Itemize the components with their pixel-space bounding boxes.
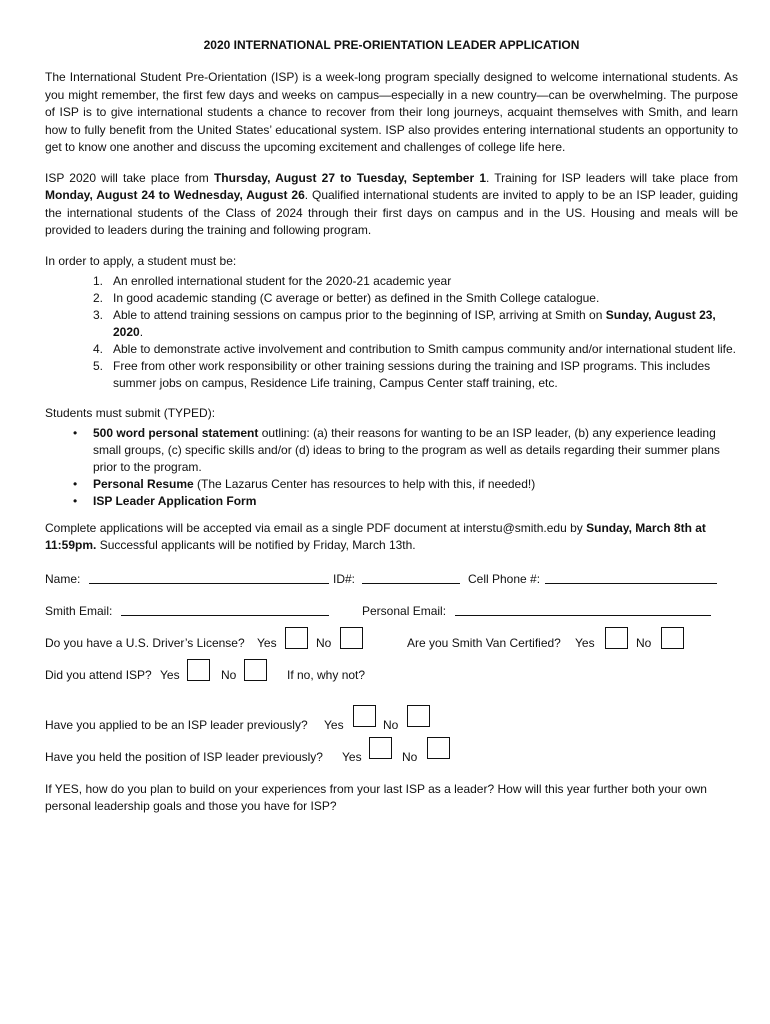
requirement-bold: Sunday, August 23, 2020: [113, 307, 716, 339]
cell-phone-label: Cell Phone #:: [468, 571, 541, 586]
requirement-text: In good academic standing (C average or better) as defined in the Smith College catalogue.: [113, 290, 600, 305]
requirement-item: [93, 290, 738, 307]
applied-yes-label: Yes: [324, 717, 344, 732]
dates-paragraph: [45, 170, 738, 240]
requirement-number: 2.: [93, 290, 104, 305]
name-field[interactable]: [89, 571, 329, 584]
submit-item: [73, 425, 738, 476]
requirement-text: Free from other work responsibility or other training sessions during the training and ISP programs. This includes summer jobs on campus, Residence Life training, Campus Center staff training, etc.: [113, 358, 711, 390]
isp-yes-checkbox[interactable]: [187, 659, 210, 681]
applied-question: Have you applied to be an ISP leader previously?: [45, 717, 308, 732]
submit-item-title: Personal Resume: [93, 476, 194, 491]
held-yes-checkbox[interactable]: [369, 737, 392, 759]
why-not-label: If no, why not?: [287, 667, 366, 682]
page-title: 2020 INTERNATIONAL PRE-ORIENTATION LEADER APPLICATION: [203, 38, 580, 52]
held-no-checkbox[interactable]: [427, 737, 450, 759]
submit-item-title: 500 word personal statement: [93, 425, 259, 440]
smith-email-label: Smith Email:: [45, 603, 113, 618]
van-yes-checkbox[interactable]: [605, 627, 628, 649]
requirement-number: 4.: [93, 341, 104, 356]
van-question: Are you Smith Van Certified?: [407, 635, 561, 650]
license-no-checkbox[interactable]: [340, 627, 363, 649]
application-page: [45, 38, 738, 816]
applied-yes-checkbox[interactable]: [353, 705, 376, 727]
name-label: Name:: [45, 571, 81, 586]
submit-item: [73, 493, 738, 510]
submit-list: [45, 425, 738, 510]
deadline-date: Sunday, March 8th at 11:59pm.: [45, 520, 706, 552]
requirement-number: 5.: [93, 358, 104, 373]
applied-no-checkbox[interactable]: [407, 705, 430, 727]
bullet-icon: •: [73, 493, 78, 508]
dates-text-3: . Qualified international students are invited to apply to be an ISP leader, guiding the international students of the Class of 2024 through their first days on campus and in the US. Housing and meals will be provided to leaders during the training and following program.: [45, 188, 738, 237]
isp-question: Did you attend ISP?: [45, 667, 152, 682]
license-question: Do you have a U.S. Driver’s License?: [45, 635, 245, 650]
requirement-number: 3.: [93, 307, 104, 322]
id-label: ID#:: [333, 571, 356, 586]
requirement-text: Able to demonstrate active involvement and contribution to Smith campus community and/or international student life.: [113, 341, 736, 356]
dates-text-2: . Training for ISP leaders will take place from: [486, 170, 739, 185]
program-dates: Thursday, August 27 to Tuesday, September 1: [213, 170, 486, 185]
requirement-item: [93, 273, 738, 290]
isp-row: [45, 661, 738, 711]
submit-item-text: outlining: (a) their reasons for wanting to be an ISP leader, (b) any experience leading small groups, (c) specific skills and/or (d) ideas to bring to the program as well as details regarding their summer plans prior to the program.: [93, 425, 720, 474]
smith-email-field[interactable]: [121, 603, 329, 616]
contact-row: [45, 565, 738, 597]
cell-phone-field[interactable]: [545, 571, 717, 584]
isp-yes-label: Yes: [160, 667, 180, 682]
held-question: Have you held the position of ISP leader previously?: [45, 749, 323, 764]
requirement-number: 1.: [93, 273, 104, 288]
van-no-checkbox[interactable]: [661, 627, 684, 649]
requirement-item: [93, 341, 738, 358]
dates-text-1: ISP 2020 will take place from: [45, 170, 214, 185]
requirement-text: Able to attend training sessions on campus prior to the beginning of ISP, arriving at Smith on: [113, 307, 606, 322]
requirement-item: [93, 358, 738, 392]
requirement-item: [93, 307, 738, 341]
training-dates: Monday, August 24 to Wednesday, August 26: [45, 188, 305, 202]
email-row: [45, 597, 738, 629]
van-no-label: No: [636, 635, 652, 650]
license-yes-label: Yes: [257, 635, 277, 650]
requirements-list: [45, 273, 738, 392]
id-field[interactable]: [362, 571, 460, 584]
deadline-text-1: Complete applications will be accepted via email as a single PDF document at interstu@smith.edu by: [45, 520, 587, 535]
requirements-intro: In order to apply, a student must be:: [45, 253, 237, 268]
license-no-label: No: [316, 635, 332, 650]
deadline-paragraph: [45, 520, 738, 555]
bullet-icon: •: [73, 476, 78, 491]
held-row: [45, 743, 738, 781]
personal-email-field[interactable]: [455, 603, 711, 616]
final-question: If YES, how do you plan to build on your experiences from your last ISP as a leader? How will this year further both your own personal leadership goals and those you have for ISP?: [45, 781, 707, 813]
license-yes-checkbox[interactable]: [285, 627, 308, 649]
submit-intro: Students must submit (TYPED):: [45, 405, 216, 420]
intro-paragraph: The International Student Pre-Orientation (ISP) is a week-long program specially designed to welcome international students. As you might remember, the first few days and weeks on campus—especially in a new country—can be overwhelming. The purpose of ISP is to give international students a chance to recover from their long journeys, acquaint themselves with Smith, and learn how to fully benefit from the United States’ educational system. ISP also provides entering international students an opportunity to get to know one another and discuss the upcoming excitement and challenges of college life here.: [45, 70, 738, 154]
isp-no-label: No: [221, 667, 237, 682]
deadline-text-2: Successful applicants will be notified by Friday, March 13th.: [96, 538, 416, 552]
held-no-label: No: [402, 749, 418, 764]
license-row: [45, 629, 738, 661]
submit-item: [73, 476, 738, 493]
personal-email-label: Personal Email:: [362, 603, 447, 618]
requirement-after: .: [139, 324, 144, 339]
requirement-text: An enrolled international student for the 2020-21 academic year: [113, 273, 452, 288]
applied-no-label: No: [383, 717, 399, 732]
submit-item-title: ISP Leader Application Form: [93, 493, 257, 508]
isp-no-checkbox[interactable]: [244, 659, 267, 681]
van-yes-label: Yes: [575, 635, 595, 650]
held-yes-label: Yes: [342, 749, 362, 764]
submit-item-text: (The Lazarus Center has resources to help with this, if needed!): [193, 476, 536, 491]
bullet-icon: •: [73, 425, 78, 440]
